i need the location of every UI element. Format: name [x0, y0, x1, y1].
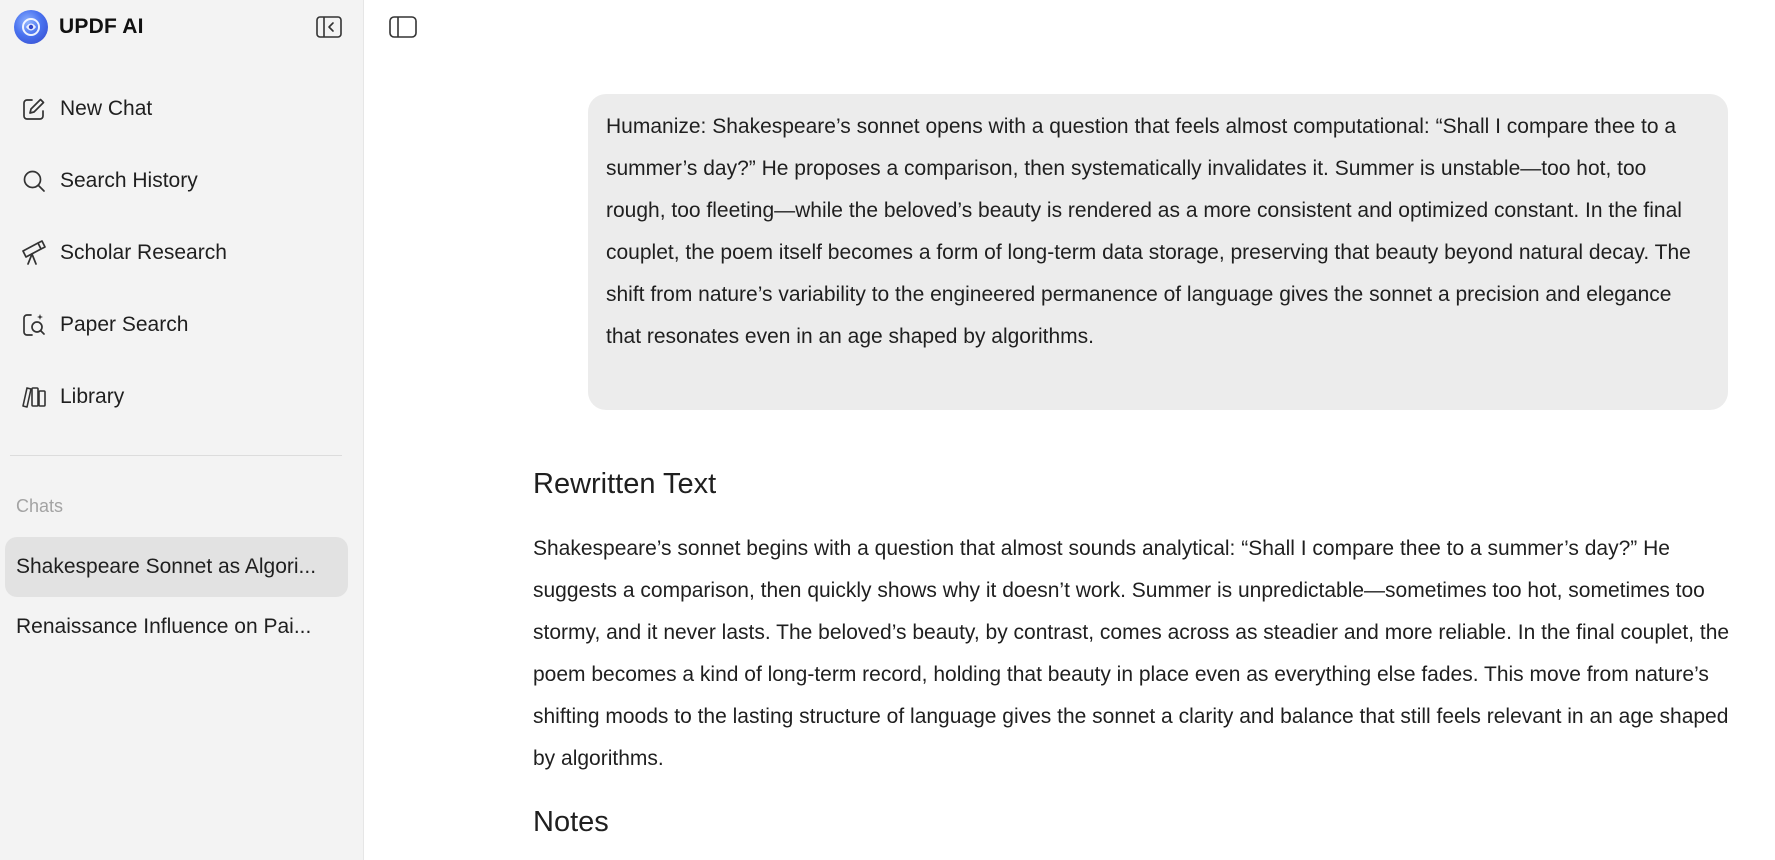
paper-search-icon [20, 311, 48, 339]
nav-scholar-research[interactable] [10, 217, 350, 289]
updf-logo-icon [14, 10, 48, 44]
chat-item-shakespeare-sonnet[interactable] [5, 537, 348, 597]
nav-search-history[interactable] [10, 145, 350, 217]
nav-label-search-history: Search History [60, 169, 198, 192]
sidebar [0, 0, 364, 860]
collapse-sidebar-button[interactable] [315, 15, 343, 39]
nav-label-library: Library [60, 385, 125, 408]
search-icon [20, 167, 48, 195]
collapse-sidebar-icon [316, 16, 342, 38]
user-message-bubble: Humanize: Shakespeare’s sonnet opens with a question that feels almost computational: “Shall I compare thee to a summer’s day?” He proposes a comparison, then systematically invalidates it. Summer is unstable—too hot, too rough, too fleeting—while the beloved’s beauty is rendered as a more consistent and optimized constant. In the final couplet, the poem itself becomes a form of long-term data storage, preserving that beauty beyond natural decay. The shift from nature’s variability to the engineered permanence of language gives the sonnet a precision and elegance that resonates even in an age shaped by algorithms. [588, 94, 1728, 410]
chat-list [5, 537, 348, 657]
chat-item-title: Shakespeare Sonnet as Algori... [16, 555, 317, 578]
brand-title: UPDF AI [59, 15, 144, 38]
new-chat-icon [20, 95, 48, 123]
nav-library[interactable] [10, 361, 350, 433]
chat-item-renaissance-influence[interactable] [5, 597, 348, 657]
brand [14, 10, 144, 44]
sidebar-divider [10, 455, 342, 456]
notes-heading: Notes [533, 806, 609, 838]
sidebar-panel-icon [389, 16, 417, 38]
nav-label-scholar-research: Scholar Research [60, 241, 227, 264]
response-heading: Rewritten Text [533, 468, 717, 500]
toggle-panel-button[interactable] [388, 15, 418, 39]
chats-heading: Chats [16, 496, 64, 516]
nav-paper-search[interactable] [10, 289, 350, 361]
chat-main [365, 0, 1775, 860]
telescope-icon [20, 239, 48, 267]
nav-new-chat[interactable] [10, 73, 350, 145]
nav-label-new-chat: New Chat [60, 97, 153, 120]
library-icon [20, 383, 48, 411]
response-body: Shakespeare’s sonnet begins with a question that almost sounds analytical: “Shall I compare thee to a summer’s day?” He suggests a comparison, then quickly shows why it doesn’t work. Summer is unpredictable—sometimes too hot, sometimes too stormy, and it never lasts. The beloved’s beauty, by contrast, comes across as steadier and more reliable. In the final couplet, the poem becomes a kind of long-term record, holding that beauty in place even as everything else fades. This move from nature’s shifting moods to the lasting structure of language gives the sonnet a clarity and balance that still feels relevant in an age shaped by algorithms. [533, 537, 1730, 770]
nav-label-paper-search: Paper Search [60, 313, 189, 336]
sidebar-nav [10, 73, 350, 433]
chat-item-title: Renaissance Influence on Pai... [16, 615, 312, 638]
